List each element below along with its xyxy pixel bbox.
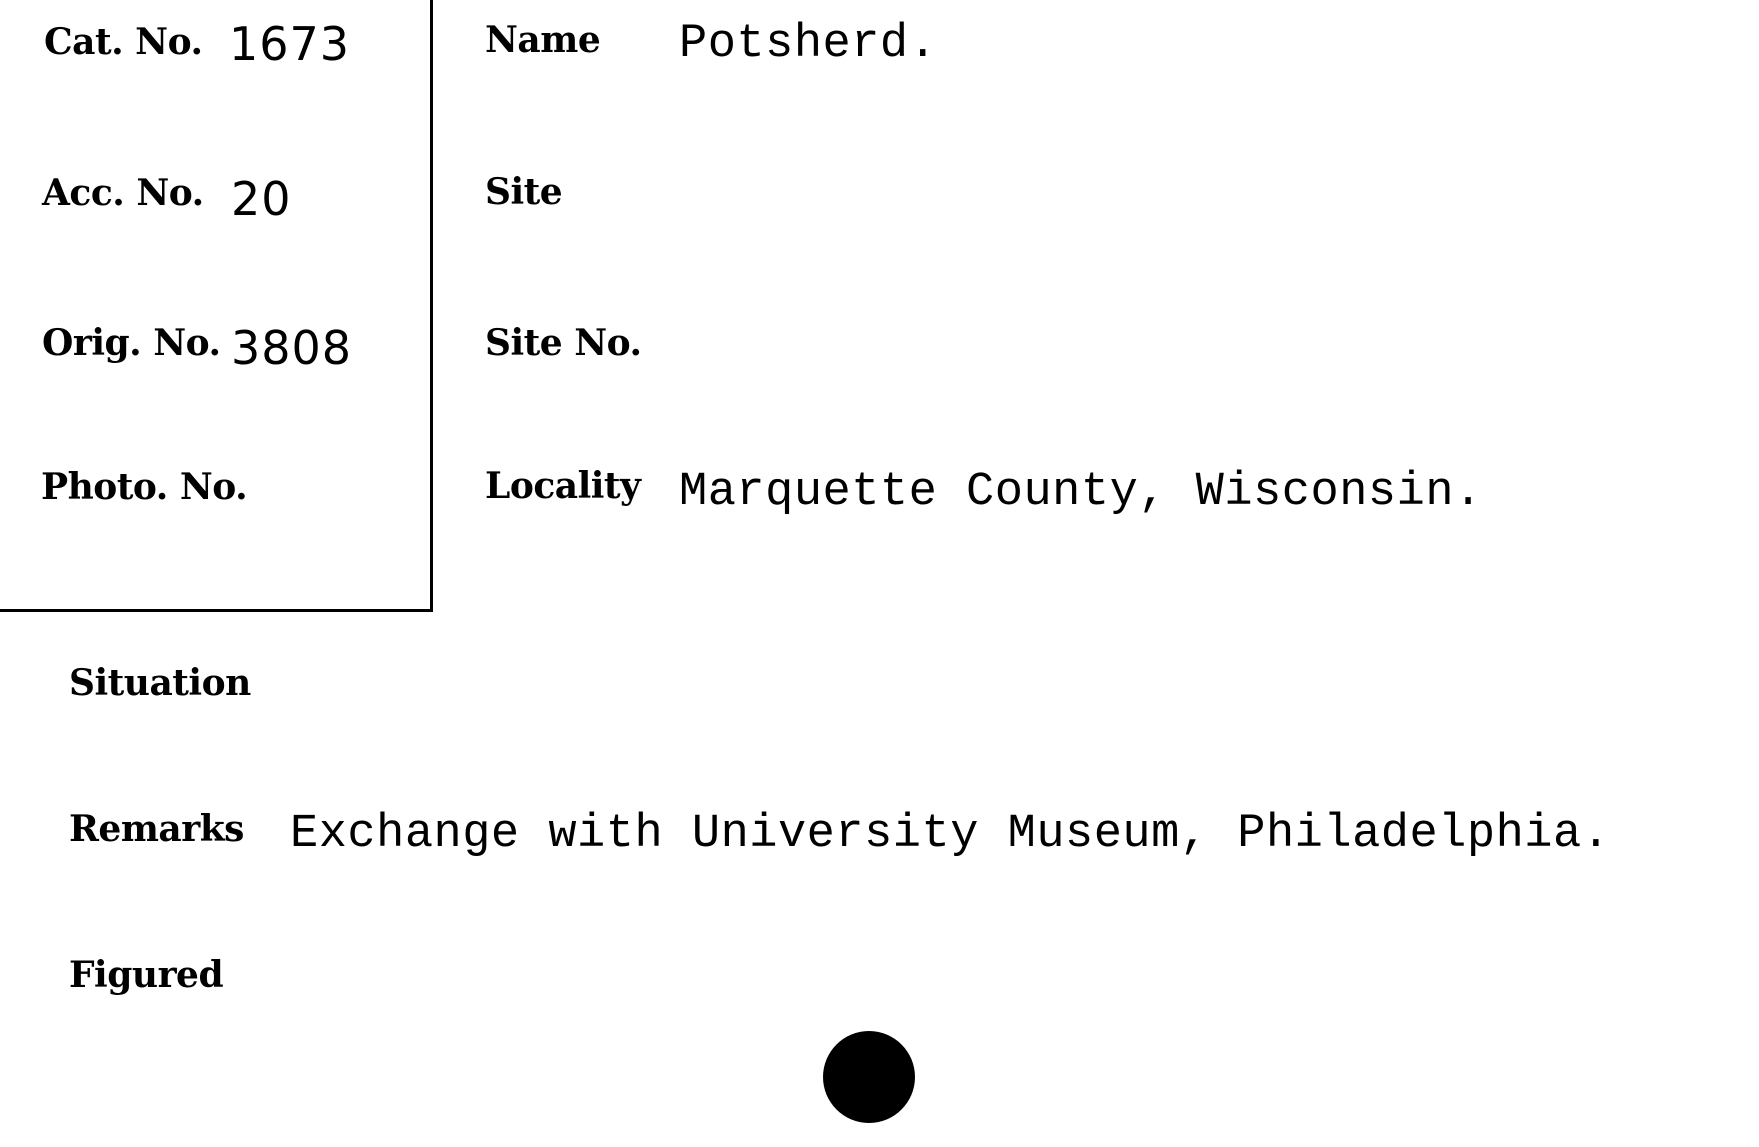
left-panel-vertical-rule [430,0,433,612]
cat-no-value: 1673 [229,17,351,71]
site-no-label: Site No. [485,322,642,364]
locality-value: Marquette County, Wisconsin. [679,466,1483,519]
situation-label: Situation [69,662,251,704]
remarks-label: Remarks [69,808,244,850]
name-value: Potsherd. [679,18,938,71]
figured-label: Figured [69,954,224,996]
orig-no-label: Orig. No. [42,322,221,364]
site-label: Site [485,171,563,213]
acc-no-value: 20 [231,172,292,226]
locality-label: Locality [485,465,641,507]
name-label: Name [485,19,601,61]
orig-no-value: 3808 [231,321,353,375]
punch-hole [823,1031,915,1123]
cat-no-label: Cat. No. [44,21,203,63]
remarks-value: Exchange with University Museum, Philadelphia. [290,808,1611,861]
acc-no-label: Acc. No. [42,172,204,214]
photo-no-label: Photo. No. [41,466,248,508]
left-panel-horizontal-rule [0,609,433,612]
